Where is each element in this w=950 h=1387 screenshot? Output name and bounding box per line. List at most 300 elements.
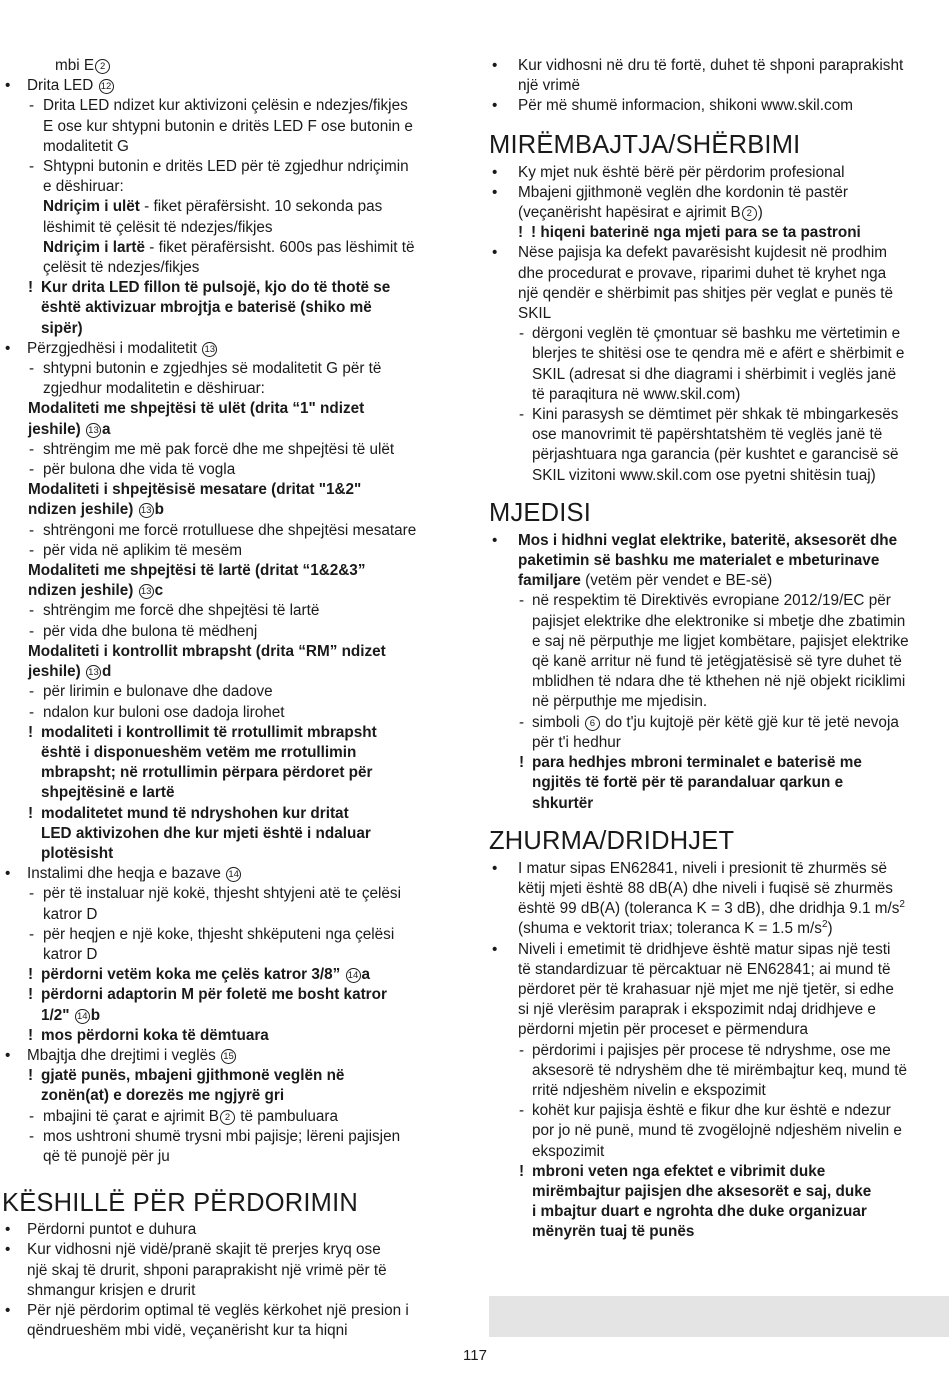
- warning-marker: !: [28, 986, 34, 1004]
- text-line: [0, 480, 470, 500]
- text-segment: i mbajtur duart e ngrohta dhe duke organizuar: [532, 1203, 867, 1221]
- text-line: [488, 794, 950, 814]
- bullet-marker: •: [492, 97, 498, 115]
- text-segment: të pambuluara: [235, 1107, 339, 1125]
- text-line: [0, 703, 470, 723]
- text-segment: e saj në përputhje me ligjet kombëtare, pajisjet elektrike: [532, 632, 909, 650]
- text-line: [488, 1081, 950, 1101]
- text-line: [488, 466, 950, 486]
- text-line: [488, 1101, 950, 1121]
- text-line: [488, 899, 950, 919]
- text-line: [488, 1020, 950, 1040]
- text-segment: plotësisht: [41, 844, 114, 862]
- text-segment: do t'ju kujtojë për këtë gjë kur të jetë nevoja: [600, 713, 899, 731]
- text-segment: shpejtësinë e lartë: [41, 784, 175, 802]
- bullet-marker: •: [5, 77, 11, 95]
- text-segment: (veçanërisht hapësirat e ajrimit B: [518, 204, 741, 222]
- text-segment: Për më shumë informacion, shikoni www.skil.com: [518, 97, 853, 115]
- text-segment: - fiket përafërsisht. 10 sekonda pas: [139, 198, 383, 216]
- text-line: [0, 137, 470, 157]
- text-line: [0, 561, 470, 581]
- text-line: [0, 96, 470, 116]
- warning-marker: !: [518, 224, 524, 242]
- text-line: [488, 445, 950, 465]
- bold-term: Ndriçim i ulët: [43, 198, 140, 216]
- text-line: [488, 324, 950, 344]
- text-segment: por jo në punë, mund të zvogëlojnë ndjeshëm nivelin e: [532, 1122, 902, 1140]
- text-line: [0, 298, 470, 318]
- text-line: [0, 945, 470, 965]
- dash-marker: -: [29, 1107, 35, 1125]
- bullet-marker: •: [492, 940, 498, 958]
- text-line: [0, 1261, 470, 1281]
- bullet-marker: •: [492, 163, 498, 181]
- text-segment: kohët kur pajisja është e fikur dhe kur është e ndezur: [532, 1102, 891, 1120]
- text-segment: jeshile): [28, 663, 85, 681]
- warning-marker: !: [28, 1026, 34, 1044]
- text-line: [0, 319, 470, 339]
- text-line: [488, 56, 950, 76]
- superscript: 2: [899, 899, 905, 911]
- text-segment: mbi E: [55, 57, 95, 74]
- warning-marker: !: [28, 966, 34, 984]
- text-line: [0, 56, 470, 76]
- dash-marker: -: [29, 602, 35, 620]
- text-segment: përdorimi i pajisjes për procese të ndryshme, ose me: [532, 1041, 891, 1059]
- text-segment: pajisjet elektrike dhe elektronike si mbetje dhe zbatimin: [532, 612, 906, 630]
- text-segment: shtypni butonin e zgjedhjes së modalitetit G për të: [43, 360, 382, 378]
- dash-marker: -: [29, 158, 35, 176]
- gray-panel: [489, 1296, 949, 1337]
- text-line: [488, 1000, 950, 1020]
- text-line: [488, 76, 950, 96]
- text-segment: dhe procedurat e provave, riparimi duhet të kryhet nga: [518, 264, 887, 282]
- text-segment: mblidhen të ndara dhe të kthehen në një objekt riciklimi: [532, 673, 906, 691]
- text-segment: aksesorë të ndryshëm dhe të mirëmbajtur keq, mund të: [532, 1061, 907, 1079]
- text-line: [488, 632, 950, 652]
- left-column: [0, 56, 470, 1341]
- text-line: [0, 905, 470, 925]
- text-segment: rritë ndjeshëm nivelin e ekspozimit: [532, 1081, 766, 1099]
- dash-marker: -: [519, 713, 525, 731]
- text-segment: mënyrën tuaj të punës: [532, 1223, 695, 1241]
- text-line: [0, 763, 470, 783]
- text-line: [488, 879, 950, 899]
- figure-ref-circled: 15: [221, 1049, 236, 1064]
- dash-marker: -: [29, 521, 35, 539]
- bullet-marker: •: [492, 531, 498, 549]
- text-segment: Kur drita LED fillon të pulsojë, kjo do të thotë se: [41, 279, 391, 297]
- text-line: [488, 919, 950, 939]
- text-segment: modalitetit G: [43, 137, 129, 155]
- bullet-marker: •: [5, 1221, 11, 1239]
- spacer: [488, 117, 950, 130]
- text-segment: Nëse pajisja ka defekt pavarësisht kujdesit në prodhim: [518, 244, 888, 262]
- text-segment: blerjes te shitësi ose te qendra më e afërt e shërbimit e: [532, 345, 905, 363]
- text-segment: përdorni adaptorin M për foletë me bosht katror: [41, 986, 387, 1004]
- text-segment: këtij mjeti është 88 dB(A) dhe niveli i fuqisë së zhurmës: [518, 879, 893, 897]
- dash-marker: -: [29, 360, 35, 378]
- warning-marker: !: [28, 1067, 34, 1085]
- text-segment: Ky mjet nuk është bërë për përdorim profesional: [518, 163, 845, 181]
- text-segment: mbrapsht; në rrotullimin përpara përdoret për: [41, 764, 373, 782]
- figure-ref-circled: 2: [742, 206, 757, 221]
- text-segment: është 99 dB(A) (toleranca K = 3 dB), dhe dridhja 9.1 m/s: [518, 900, 900, 918]
- bullet-marker: •: [5, 1046, 11, 1064]
- text-line: [0, 723, 470, 743]
- text-segment: ndalon kur buloni ose dadoja lirohet: [43, 703, 285, 721]
- text-line: [488, 284, 950, 304]
- text-line: [0, 1107, 470, 1127]
- text-segment: Kini parasysh se dëmtimet për shkak të mbingarkesës: [532, 406, 899, 424]
- text-segment: ! hiqeni baterinë nga mjeti para se ta pastroni: [531, 224, 861, 242]
- text-line: [0, 783, 470, 803]
- text-line: [0, 622, 470, 642]
- text-line: [0, 420, 470, 440]
- text-line: [0, 985, 470, 1005]
- figure-ref-circled: 14: [75, 1009, 90, 1024]
- figure-ref-circled: 6: [585, 716, 600, 731]
- text-segment: çelësit të ndezjes/fikjes: [43, 259, 200, 277]
- text-segment: mbajini të çarat e ajrimit B: [43, 1107, 219, 1125]
- text-segment: a: [101, 420, 111, 438]
- right-column: [488, 56, 950, 1243]
- dash-marker: -: [29, 97, 35, 115]
- text-segment: modaliteti i kontrollimit të rrotullimit mbrapsht: [41, 723, 377, 741]
- section-heading: MJEDISI: [489, 498, 591, 527]
- text-line: [0, 117, 470, 137]
- text-line: [488, 1222, 950, 1242]
- text-line: [488, 591, 950, 611]
- text-segment: për vida dhe bulona të mëdhenj: [43, 622, 258, 640]
- text-segment: SKIL vizitoni www.skil.com ose pyetni shitësin tuaj): [532, 466, 876, 484]
- text-line: [0, 1147, 470, 1167]
- text-line: [488, 1121, 950, 1141]
- text-segment: E ose kur shtypni butonin e dritës LED F ose butonin e: [43, 117, 413, 135]
- text-line: [0, 824, 470, 844]
- bullet-marker: •: [5, 339, 11, 357]
- text-segment: Mos i hidhni veglat elektrike, bateritë, aksesorët dhe: [518, 531, 898, 549]
- text-segment: shmangur krisjen e drurit: [27, 1281, 196, 1299]
- text-segment: ose manovrimit të papërshtatshëm të veglës janë të: [532, 426, 883, 444]
- text-line: [488, 96, 950, 116]
- figure-ref-circled: 13: [86, 423, 101, 438]
- text-segment: në respektim të Direktivës evropiane 2012/19/EC për: [532, 592, 891, 610]
- dash-marker: -: [519, 592, 525, 610]
- page-number: 117: [463, 1347, 487, 1364]
- bold-term: Ndriçim i lartë: [43, 238, 146, 256]
- text-segment: të paraqitura në www.skil.com): [532, 385, 741, 403]
- section-heading: KËSHILLË PËR PËRDORIMIN: [2, 1189, 359, 1218]
- text-line: [0, 258, 470, 278]
- text-line: [488, 571, 950, 591]
- text-line: [0, 884, 470, 904]
- text-line: [488, 1162, 950, 1182]
- spacer: [0, 1167, 470, 1188]
- bullet-marker: •: [492, 244, 498, 262]
- dash-marker: -: [519, 406, 525, 424]
- text-line: [488, 223, 950, 243]
- text-segment: modalitetet mund të ndryshohen kur dritat: [41, 804, 349, 822]
- text-line: [488, 672, 950, 692]
- text-segment: qëndrueshëm mbi vidë, veçanërisht kur ta hiqni: [27, 1322, 348, 1340]
- text-segment: për të instaluar një kokë, thjesht shtyjeni atë te çelësi: [43, 885, 401, 903]
- text-segment: b: [154, 501, 165, 519]
- bullet-marker: •: [5, 1301, 11, 1319]
- text-segment: gjatë punës, mbajeni gjithmonë veglën në: [41, 1067, 345, 1085]
- text-segment: për vida në aplikim të mesëm: [43, 541, 242, 559]
- text-segment: shkurtër: [532, 794, 594, 812]
- text-segment: për bulona dhe vida të vogla: [43, 461, 236, 479]
- text-segment: një skaj të drurit, shponi paraprakisht një vrimë për të: [27, 1261, 387, 1279]
- text-line: [0, 804, 470, 824]
- section-heading: MIRËMBAJTJA/SHËRBIMI: [489, 130, 801, 159]
- text-line: [488, 940, 950, 960]
- text-line: [0, 541, 470, 561]
- figure-ref-circled: 12: [99, 79, 114, 94]
- text-segment: Modaliteti i shpejtësisë mesatare (dritat "1&2": [28, 481, 362, 499]
- text-line: [0, 743, 470, 763]
- text-line: [488, 264, 950, 284]
- text-segment: LED aktivizohen dhe kur mjeti është i ndaluar: [41, 824, 371, 842]
- text-segment: në përputhje me mjedisin.: [532, 693, 708, 711]
- text-line: [488, 203, 950, 223]
- dash-marker: -: [29, 703, 35, 721]
- text-line: [0, 440, 470, 460]
- text-line: [488, 960, 950, 980]
- text-line: [488, 531, 950, 551]
- spacer: [488, 814, 950, 826]
- text-line: [0, 460, 470, 480]
- text-line: [0, 581, 470, 601]
- text-segment: përdoret për të krahasuar një mjet me një tjetër, si edhe: [518, 980, 894, 998]
- text-line: [0, 1321, 470, 1341]
- text-segment: Mbajtja dhe drejtimi i veglës: [27, 1046, 220, 1064]
- warning-marker: !: [28, 804, 34, 822]
- text-segment: e dëshiruar:: [43, 178, 124, 196]
- text-line: [488, 344, 950, 364]
- figure-ref-circled: 2: [220, 1110, 235, 1125]
- section-heading: ZHURMA/DRIDHJET: [489, 826, 735, 855]
- text-line: [488, 243, 950, 263]
- text-line: [488, 385, 950, 405]
- text-line: [488, 1202, 950, 1222]
- figure-ref-circled: 13: [86, 665, 101, 680]
- text-line: [0, 197, 470, 217]
- text-line: [0, 1301, 470, 1321]
- text-segment: zonën(at) e dorezës me ngjyrë gri: [41, 1087, 285, 1105]
- text-line: [488, 183, 950, 203]
- text-line: [0, 1006, 470, 1026]
- figure-ref-circled: 13: [202, 342, 217, 357]
- text-segment: Kur vidhosni një vidë/pranë skajit të prerjes kryq ose: [27, 1241, 381, 1259]
- text-segment: (shuma e vektorit triax; toleranca K = 1.5 m/s: [518, 920, 822, 938]
- text-segment: Instalimi dhe heqja e bazave: [27, 865, 226, 883]
- text-segment: katror D: [43, 945, 98, 963]
- text-line: [488, 859, 950, 879]
- bullet-marker: •: [5, 1241, 11, 1259]
- text-segment: d: [101, 663, 112, 681]
- bullet-marker: •: [5, 865, 11, 883]
- text-line: [488, 1182, 950, 1202]
- text-segment: si një vlerësim paraprak i ekspozimit ndaj dridhjeve e: [518, 1001, 876, 1019]
- text-line: [0, 1240, 470, 1260]
- text-segment: simboli: [532, 713, 584, 731]
- text-line: [488, 551, 950, 571]
- text-segment: shtrëngoni me forcë rrotulluese dhe shpejtësi mesatare: [43, 521, 417, 539]
- text-line: [488, 163, 950, 183]
- text-segment: ngjitës të fortë për të parandaluar qarkun e: [532, 774, 844, 792]
- text-segment: që kanë arritur në fund të jetëgjatësisë së tyre duhet të: [532, 653, 902, 671]
- figure-ref-circled: 13: [139, 503, 154, 518]
- text-segment: shtrëngim me forcë dhe shpejtësi të lartë: [43, 602, 320, 620]
- superscript: 2: [821, 919, 828, 931]
- bullet-marker: •: [492, 859, 498, 877]
- text-segment: a: [361, 966, 371, 984]
- dash-marker: -: [29, 683, 35, 701]
- text-segment: para hedhjes mbroni terminalet e baterisë me: [532, 754, 862, 772]
- text-segment: Përzgjedhësi i modalitetit: [27, 339, 202, 357]
- text-segment: Mbajeni gjithmonë veglën dhe kordonin të pastër: [518, 183, 848, 201]
- bullet-marker: •: [492, 57, 498, 74]
- text-segment: (vetëm për vendet e BE-së): [580, 572, 773, 590]
- text-segment: SKIL: [518, 305, 552, 323]
- text-line: [0, 157, 470, 177]
- warning-marker: !: [28, 723, 34, 741]
- text-segment: është i disponueshëm vetëm me rrotullimin: [41, 743, 357, 761]
- text-line: [0, 379, 470, 399]
- dash-marker: -: [519, 1102, 525, 1120]
- text-line: [0, 1127, 470, 1147]
- warning-marker: !: [28, 279, 34, 297]
- text-line: [488, 713, 950, 733]
- text-segment: një vrimë: [518, 77, 581, 95]
- text-segment: Drita LED ndizet kur aktivizoni çelësin e ndezjes/fikjes: [43, 97, 408, 115]
- text-segment: shtrëngim me më pak forcë dhe me shpejtësi të ulët: [43, 440, 395, 458]
- text-line: [488, 612, 950, 632]
- text-line: [0, 1026, 470, 1046]
- figure-ref-circled: 14: [346, 968, 361, 983]
- text-line: [488, 405, 950, 425]
- text-line: [0, 844, 470, 864]
- text-segment: mbroni veten nga efektet e vibrimit duke: [532, 1162, 826, 1180]
- text-segment: dërgoni veglën të çmontuar së bashku me vërtetimin e: [532, 325, 901, 343]
- text-segment: për heqjen e një koke, thjesht shkëputeni nga çelësi: [43, 925, 395, 943]
- dash-marker: -: [519, 325, 525, 343]
- dash-marker: -: [29, 925, 35, 943]
- figure-ref-circled: 14: [226, 867, 241, 882]
- figure-ref-circled: 2: [95, 59, 110, 74]
- text-segment: një qendër e shërbimit pas shitjes për veglat e punës të: [518, 284, 893, 302]
- text-segment: për lirimin e bulonave dhe dadove: [43, 683, 273, 701]
- spacer: [488, 486, 950, 498]
- text-segment: ): [827, 920, 833, 938]
- text-segment: është aktivizuar mbrojtja e baterisë (shiko më: [41, 299, 372, 317]
- bullet-marker: •: [492, 183, 498, 201]
- text-line: [0, 399, 470, 419]
- text-segment: Për një përdorim optimal të veglës kërkohet një presion i: [27, 1301, 409, 1319]
- text-segment: katror D: [43, 905, 98, 923]
- text-line: [0, 965, 470, 985]
- text-segment: mos përdorni koka të dëmtuara: [41, 1026, 269, 1044]
- text-segment: b: [90, 1006, 101, 1024]
- text-segment: përdorni vetëm koka me çelës katror 3/8”: [41, 966, 345, 984]
- text-line: [0, 339, 470, 359]
- text-segment: Përdorni puntot e duhura: [27, 1221, 197, 1239]
- text-line: [0, 864, 470, 884]
- text-segment: Drita LED: [27, 77, 98, 95]
- text-line: [0, 177, 470, 197]
- text-line: [488, 365, 950, 385]
- text-line: [488, 733, 950, 753]
- text-line: [0, 601, 470, 621]
- text-segment: përjashtuara nga garancia (për kushtet e garancisë së: [532, 446, 899, 464]
- text-segment: ndizen jeshile): [28, 582, 138, 600]
- text-segment: SKIL (adresat si dhe diagrami i shërbimit i veglës janë: [532, 365, 897, 383]
- text-line: [0, 218, 470, 238]
- text-line: [0, 500, 470, 520]
- dash-marker: -: [29, 1127, 35, 1145]
- text-segment: Modaliteti me shpejtësi të ulët (drita “1" ndizet: [28, 400, 365, 418]
- text-line: [0, 642, 470, 662]
- text-line: [0, 359, 470, 379]
- text-line: [488, 1041, 950, 1061]
- dash-marker: -: [29, 885, 35, 903]
- text-line: [0, 1220, 470, 1240]
- text-segment: që të punojë për ju: [43, 1147, 170, 1165]
- text-line: [488, 1142, 950, 1162]
- text-line: [0, 76, 470, 96]
- text-segment: paketimin së bashku me materialet e mbeturinave: [518, 552, 880, 570]
- text-segment: Niveli i emetimit të dridhjeve është matur sipas një testi: [518, 940, 891, 958]
- text-segment: lëshimit të çelësit të ndezjes/fikjes: [43, 218, 273, 236]
- dash-marker: -: [29, 440, 35, 458]
- text-line: [0, 1281, 470, 1301]
- text-line: [0, 278, 470, 298]
- text-segment: ndizen jeshile): [28, 501, 138, 519]
- text-line: [0, 1086, 470, 1106]
- text-segment: mos ushtroni shumë trysni mbi pajisje; lëreni pajisjen: [43, 1127, 401, 1145]
- text-segment: Kur vidhosni në dru të fortë, duhet të shponi paraprakisht: [518, 57, 904, 74]
- warning-marker: !: [519, 1162, 525, 1180]
- dash-marker: -: [519, 1041, 525, 1059]
- text-segment: Modaliteti me shpejtësi të lartë (dritat “1&2&3”: [28, 562, 366, 580]
- text-line: [488, 425, 950, 445]
- dash-marker: -: [29, 461, 35, 479]
- text-line: [488, 753, 950, 773]
- figure-ref-circled: 13: [139, 584, 154, 599]
- text-segment: ekspozimit: [532, 1142, 605, 1160]
- text-line: [488, 1061, 950, 1081]
- text-segment: jeshile): [28, 420, 85, 438]
- text-line: [488, 773, 950, 793]
- text-line: [0, 925, 470, 945]
- text-segment: të standardizuar të përcaktuar në EN62841; ai mund të: [518, 960, 891, 978]
- text-segment: 1/2": [41, 1006, 74, 1024]
- text-line: [0, 521, 470, 541]
- text-segment: ): [757, 204, 763, 222]
- text-segment: c: [154, 582, 164, 600]
- text-line: [0, 682, 470, 702]
- text-line: [0, 1066, 470, 1086]
- text-segment: - fiket përafërsisht. 600s pas lëshimit të: [145, 238, 415, 256]
- text-line: [488, 304, 950, 324]
- text-segment: zgjedhur modalitetin e dëshiruar:: [43, 380, 265, 398]
- text-segment: përdorni mjetin për proceset e përmendura: [518, 1021, 808, 1039]
- bold-term: familjare: [518, 572, 581, 590]
- text-segment: Modaliteti i kontrollit mbrapsht (drita “RM” ndizet: [28, 642, 386, 660]
- warning-marker: !: [519, 754, 525, 772]
